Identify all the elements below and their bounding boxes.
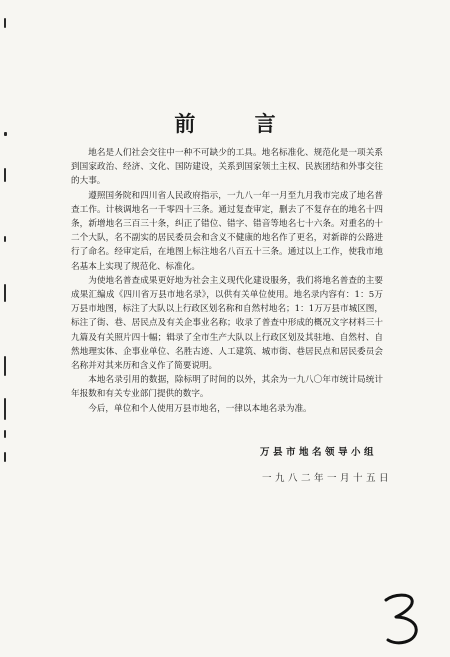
preface-body — [71, 146, 383, 416]
binding-edge-mark — [4, 168, 6, 182]
paragraph: 本地名录引用的数据，除标明了时间的以外，其余为一九八〇年市统计局统计年报数和有关专业部门提供的数字。 — [71, 375, 383, 400]
binding-edge-mark — [4, 236, 6, 242]
binding-edge-mark — [4, 284, 6, 302]
binding-edge-mark — [4, 18, 6, 28]
binding-edge-mark — [4, 398, 6, 420]
paragraph: 地名是人们社会交往中一种不可缺少的工具。地名标准化、规范化是一项关系到国家政治、经济、文化、国防建设，关系到国家领土主权、民族团结和外事交往的大事。 — [71, 148, 383, 187]
signature-date: 一九八二年一月十五日 — [262, 473, 393, 484]
binding-edge-mark — [4, 452, 6, 462]
page-title: 前 言 — [174, 111, 302, 136]
binding-edge-mark — [4, 356, 6, 376]
binding-edge-mark — [4, 430, 6, 438]
paragraph: 遵照国务院和四川省人民政府指示，一九八一年一月至九月我市完成了地名普查工作。计核调地名一千零四十三条。通过复查审定，删去了不复存在的地名十四条，新增地名三百三十条，纠正了错位、错字、错音等地名七十六条。对重名的十二个大队，名不副实的居民委员会和含义不健康的地名作了更名，对新辟的公路进行了命名。经审定后，在地图上标注地名八百五十三条。通过以上工作，使我市地名基本上实现了规范化、标准化。 — [71, 190, 383, 272]
paragraph: 今后，单位和个人使用万县市地名，一律以本地名录为准。 — [88, 403, 312, 414]
handwritten-page-number — [380, 590, 424, 650]
paragraph: 为使地名普查成果更好地为社会主义现代化建设服务，我们将地名普查的主要成果汇编成《四川省万县市地名录》，以供有关单位使用。地名录内容有：1：5万万县市地图，标注了大队以上行政区划名称和自然村地名；1：1万万县市城区图，标注了街、巷、居民点及有关企事业名称；收录了普查中形成的概况文字材料三十九篇及有关照片四十幅；辑录了全市生产大队以上行政区划及其驻地、自然村、自然地理实体、企事业单位、名胜古迹、人工建筑、城市街、巷居民点和居民委员会名称并对其来历和含义作了简要说明。 — [71, 275, 383, 372]
signature-organization: 万县市地名领导小组 — [260, 447, 378, 458]
